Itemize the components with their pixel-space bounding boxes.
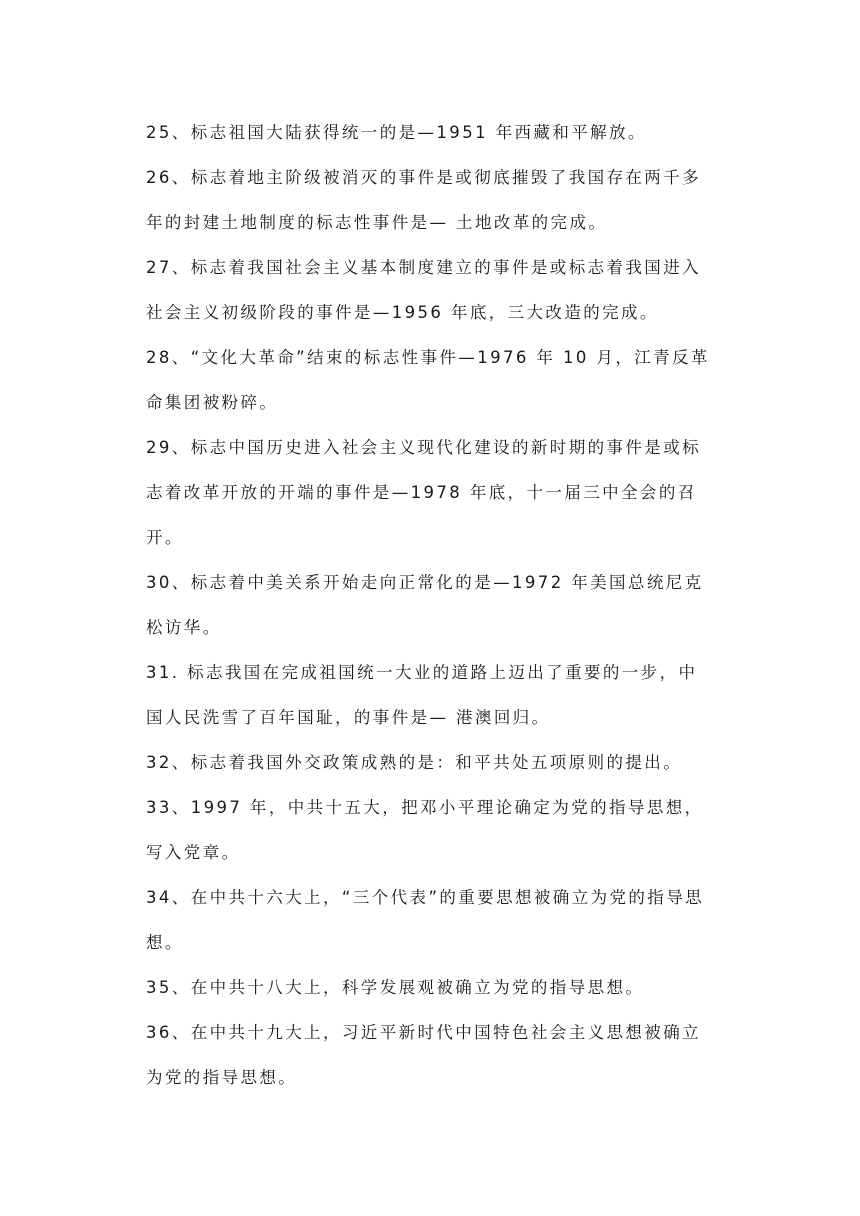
list-item-29: 29、标志中国历史进入社会主义现代化建设的新时期的事件是或标志着改革开放的开端的事件是—1978 年底，十一届三中全会的召开。 [146,438,701,547]
list-item-25: 25、标志祖国大陆获得统一的是—1951 年西藏和平解放。 [146,123,647,142]
list-item-30: 30、标志着中美关系开始走向正常化的是—1972 年美国总统尼克松访华。 [146,573,704,637]
document-body [146,110,712,1100]
list-item-32: 32、标志着我国外交政策成熟的是：和平共处五项原则的提出。 [146,753,683,772]
list-item-28: 28、“文化大革命”结束的标志性事件—1976 年 10 月，江青反革命集团被粉碎。 [146,348,710,412]
list-item-31: 31. 标志我国在完成祖国统一大业的道路上迈出了重要的一步，中国人民洗雪了百年国耻，的事件是— 港澳回归。 [146,663,698,727]
list-item-26: 26、标志着地主阶级被消灭的事件是或彻底摧毁了我国存在两千多年的封建土地制度的标志性事件是— 土地改革的完成。 [146,168,701,232]
list-item-35: 35、在中共十八大上，科学发展观被确立为党的指导思想。 [146,978,645,997]
list-item-27: 27、标志着我国社会主义基本制度建立的事件是或标志着我国进入社会主义初级阶段的事件是—1956 年底，三大改造的完成。 [146,258,701,322]
list-item-34: 34、在中共十六大上，“三个代表”的重要思想被确立为党的指导思想。 [146,888,704,952]
list-item-36: 36、在中共十九大上，习近平新时代中国特色社会主义思想被确立为党的指导思想。 [146,1023,701,1087]
list-item-33: 33、1997 年，中共十五大，把邓小平理论确定为党的指导思想，写入党章。 [146,798,704,862]
